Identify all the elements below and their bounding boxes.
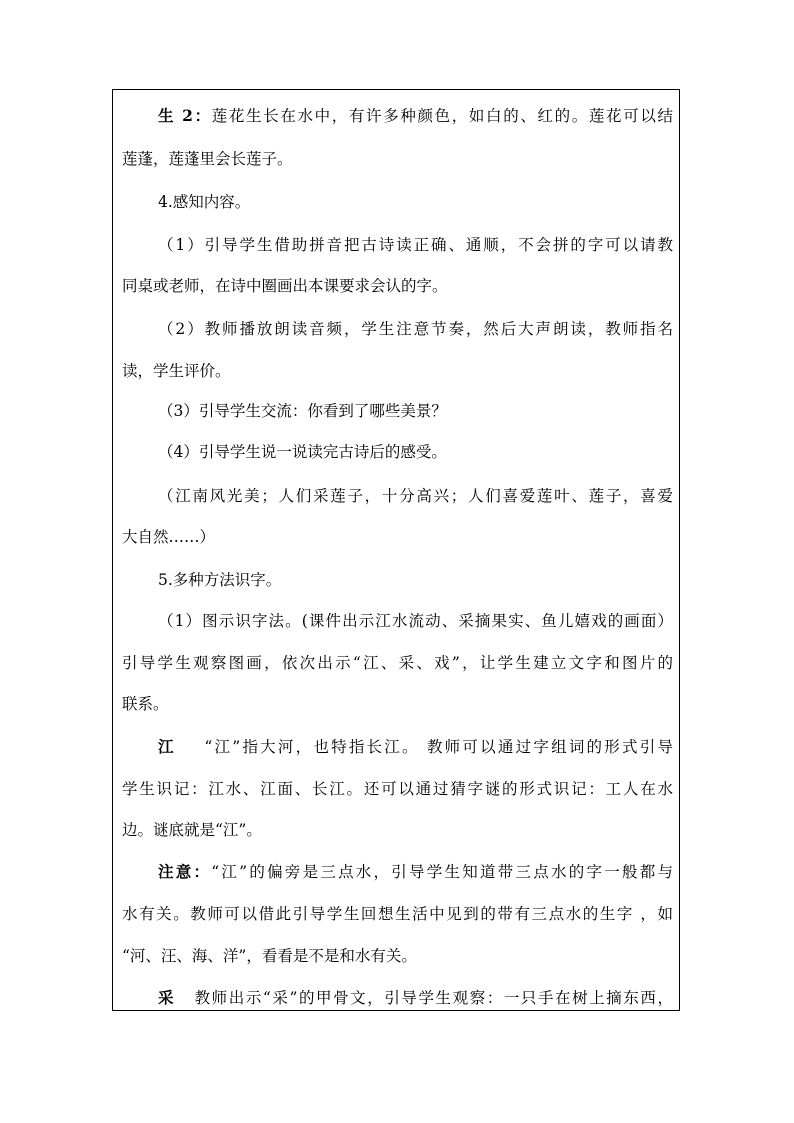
- item-5-heading: 5.多种方法识字。: [158, 571, 282, 589]
- cai-line-1: [158, 988, 673, 1008]
- answer-line-1: （江南风光美；人们采莲子，十分高兴；人们喜爱莲叶、莲子，喜爱: [158, 487, 673, 505]
- student2-label: 生 2：: [158, 106, 212, 125]
- jiang-text-1: “江”指大河，也特指长江。 教师可以通过字组词的形式引导: [204, 738, 673, 756]
- point-2-line-1: （2）教师播放朗读音频，学生注意节奏，然后大声朗读，教师指名: [158, 320, 673, 338]
- point-3: （3）引导学生交流：你看到了哪些美景？: [158, 402, 447, 420]
- cai-text-1: 教师出示“采”的甲骨文，引导学生观察：一只手在树上摘东西，: [194, 989, 673, 1007]
- item-4-heading: 4.感知内容。: [158, 193, 251, 211]
- student2-line-2: 莲蓬，莲蓬里会长莲子。: [122, 150, 293, 168]
- point-1-line-2: 同桌或老师，在诗中圈画出本课要求会认的字。: [122, 277, 448, 295]
- point-1-line-1: （1）引导学生借助拼音把古诗读正确、通顺，不会拼的字可以请教: [158, 236, 673, 254]
- jiang-line-2: 学生识记：江水、江面、长江。还可以通过猜字谜的形式识记：工人在水: [122, 780, 673, 798]
- note-line-2: 水有关。教师可以借此引导学生回想生活中见到的带有三点水的生字 ，如: [122, 905, 673, 923]
- method-1-line-1: （1）图示识字法。(课件出示江水流动、采摘果实、鱼儿嬉戏的画面）: [158, 612, 673, 630]
- jiang-line-3: 边。谜底就是“江”。: [122, 821, 262, 839]
- note-label: 注意：: [158, 862, 212, 881]
- note-line-3: “河、汪、海、洋”，看看是不是和水有关。: [122, 947, 417, 965]
- note-line-1: [158, 862, 673, 882]
- jiang-label: 江: [158, 737, 176, 756]
- note-text-1: “江”的偏旁是三点水，引导学生知道带三点水的字一般都与: [211, 863, 673, 881]
- student2-line-1: [158, 106, 673, 126]
- jiang-line-1: [158, 737, 673, 757]
- student2-text-1: 莲花生长在水中，有许多种颜色，如白的、红的。莲花可以结: [211, 107, 673, 125]
- point-4: （4）引导学生说一说读完古诗后的感受。: [158, 443, 447, 461]
- answer-line-2: 大自然……）: [122, 528, 216, 546]
- method-1-line-2: 引导学生观察图画，依次出示“江、采、戏”，让学生建立文字和图片的: [122, 654, 673, 672]
- method-1-line-3: 联系。: [122, 695, 169, 713]
- cai-label: 采: [158, 988, 176, 1007]
- point-2-line-2: 读，学生评价。: [122, 362, 231, 380]
